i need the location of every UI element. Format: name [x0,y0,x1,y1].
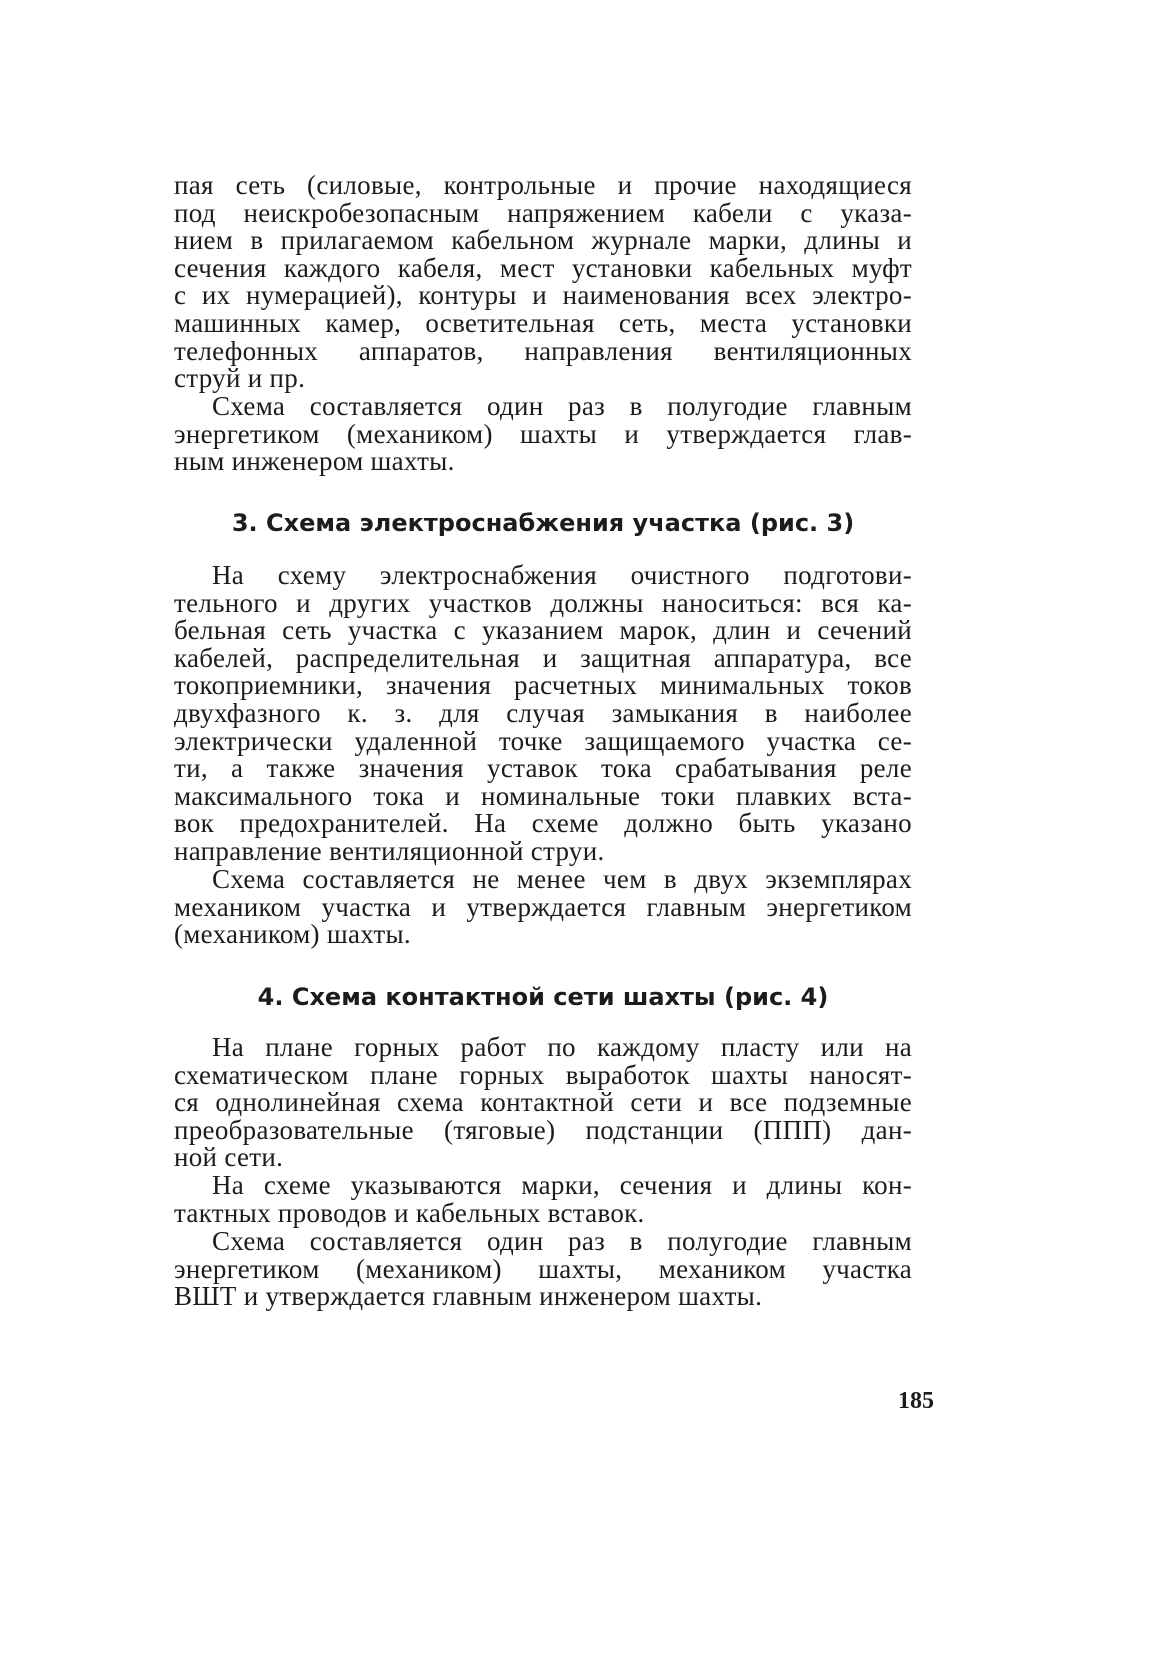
text-line: энергетиком (механиком) шахты, механиком участка [174,1253,912,1284]
text-line: преобразовательные (тяговые) подстанции (ППП) дан- [174,1114,912,1145]
text-line: ся однолинейная схема контактной сети и все подземные [174,1087,912,1118]
text-line: максимального тока и номинальные токи плавких вста- [174,780,912,811]
text-line: На схему электроснабжения очистного подготови- [212,560,912,590]
text-line: электрически удаленной точке защищаемого участка се- [174,725,912,756]
section-3-paragraph-1 [174,562,912,866]
section-3-heading: 3. Схема электроснабжения участка (рис. 3) [231,509,855,537]
text-line: двухфазного к. з. для случая замыкания в наиболее [174,697,912,728]
text-line: Схема составляется один раз в полугодие главным [212,1226,912,1256]
text-line: ной сети. [174,1142,284,1173]
section-4-paragraph-2 [174,1172,912,1227]
text-line: ти, а также значения уставок тока срабатывания реле [174,753,912,784]
text-line: токоприемники, значения расчетных минимальных токов [174,670,912,701]
section-4-paragraph-3 [174,1228,912,1311]
text-line: нием в прилагаемом кабельном журнале марки, длины и [174,225,912,256]
section-3-paragraph-2 [174,866,912,949]
text-line: схематическом плане горных выработок шахты наносят- [174,1059,912,1090]
text-line: На плане горных работ по каждому пласту или на [212,1032,912,1062]
text-line: энергетиком (механиком) шахты и утверждается глав- [174,418,912,449]
page-number: 185 [898,1388,934,1414]
text-line: сечения каждого кабеля, мест установки кабельных муфт [174,252,912,283]
text-line: Схема составляется не менее чем в двух экземплярах [212,864,912,894]
intro-paragraph-1 [174,172,912,393]
section-4-heading: 4. Схема контактной сети шахты (рис. 4) [257,983,829,1011]
text-line: машинных камер, осветительная сеть, места установки [174,307,912,338]
text-line: ВШТ и утверждается главным инженером шахты. [174,1281,763,1312]
text-line: телефонных аппаратов, направления вентиляционных [174,335,912,366]
intro-paragraph-2 [174,393,912,476]
text-line: тактных проводов и кабельных вставок. [174,1197,645,1228]
text-line: струй и пр. [174,363,306,394]
text-line: Схема составляется один раз в полугодие главным [212,391,912,421]
text-line: направление вентиляционной струи. [174,835,605,866]
text-line: пая сеть (силовые, контрольные и прочие находящиеся [174,170,912,200]
text-line: вок предохранителей. На схеме должно быть указано [174,808,912,839]
text-line: кабелей, распределительная и защитная аппаратура, все [174,642,912,673]
text-line: под неискробезопасным напряжением кабели с указа- [174,197,912,228]
section-4-paragraph-1 [174,1034,912,1172]
text-line: бельная сеть участка с указанием марок, длин и сечений [174,615,912,646]
text-line: тельного и других участков должны наноситься: вся ка- [174,587,912,618]
text-line: ным инженером шахты. [174,446,455,477]
text-line: На схеме указываются марки, сечения и длины кон- [212,1170,912,1200]
text-line: механиком участка и утверждается главным энергетиком [174,891,912,922]
text-line: (механиком) шахты. [174,919,411,950]
text-line: с их нумерацией), контуры и наименования всех электро- [174,280,912,311]
